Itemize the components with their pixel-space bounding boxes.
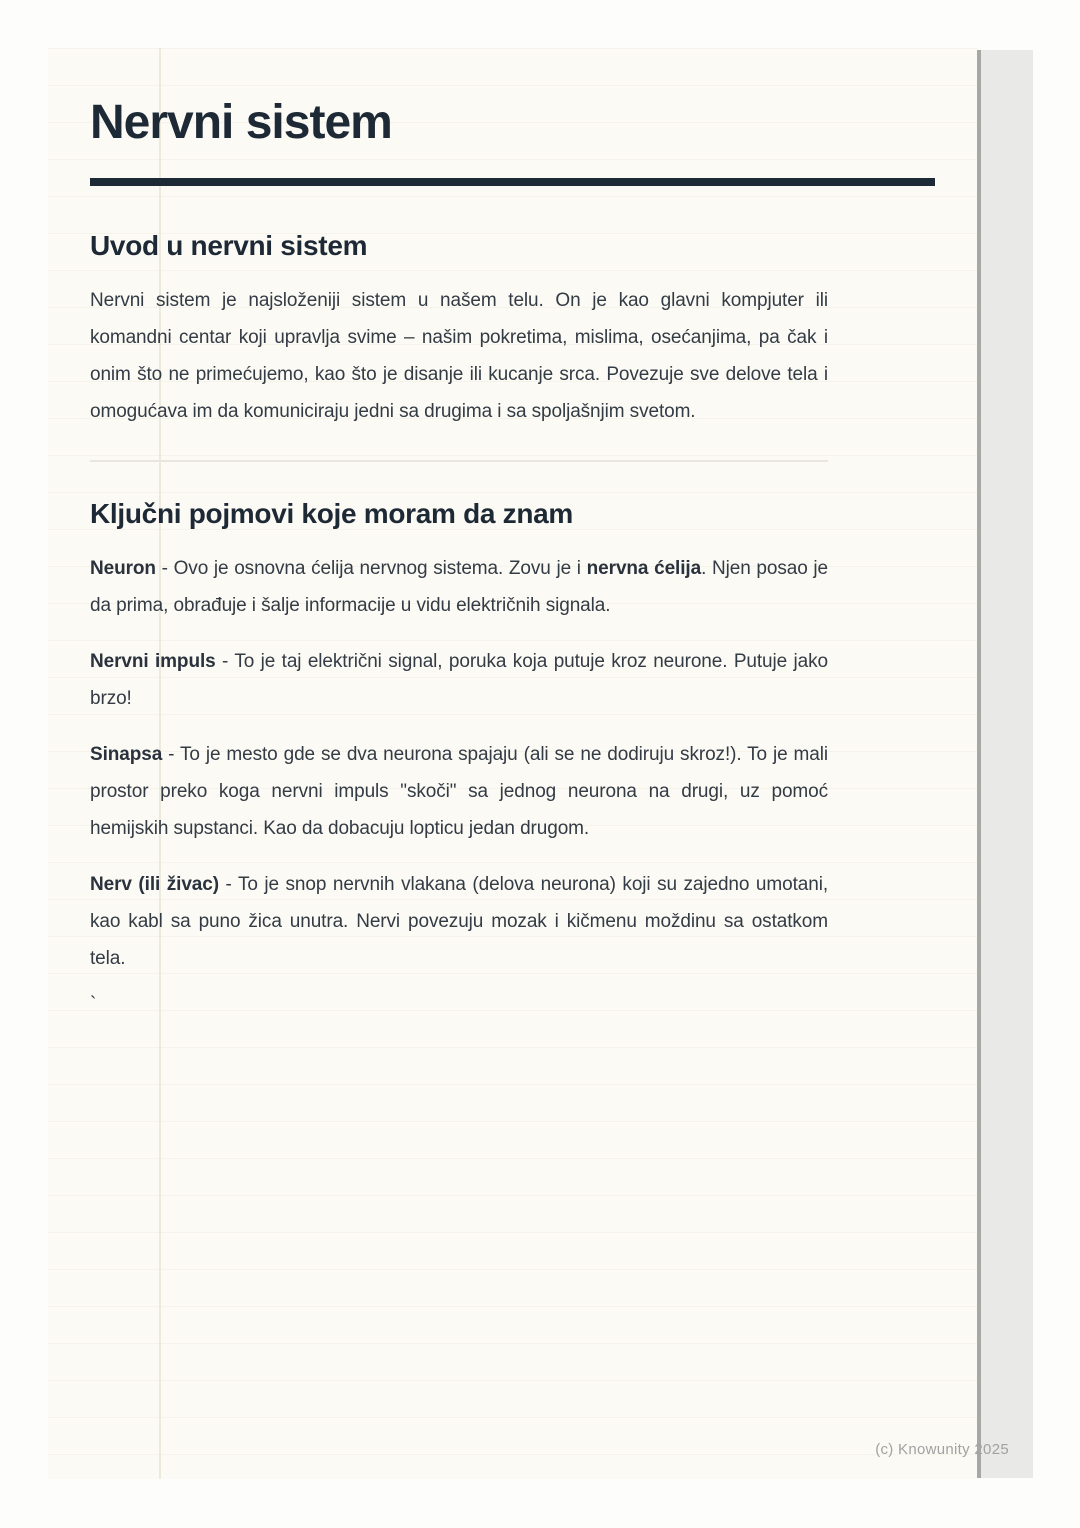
section-heading-kljucni-pojmovi: Ključni pojmovi koje moram da znam bbox=[90, 498, 574, 529]
text-run: Nervni impuls bbox=[90, 651, 216, 672]
page-title: Nervni sistem bbox=[90, 96, 392, 149]
stray-backtick: ` bbox=[90, 994, 97, 1015]
document-page bbox=[48, 48, 978, 1479]
section-uvod-paragraphs bbox=[90, 282, 828, 430]
section-heading-uvod: Uvod u nervni sistem bbox=[90, 230, 368, 261]
text-run: - To je taj električni signal, poruka koja putuje kroz neurone. Putuje jako brzo! bbox=[90, 651, 828, 709]
text-run: - Ovo je osnovna ćelija nervnog sistema. Zovu je i bbox=[155, 558, 587, 579]
copyright-watermark: (c) Knowunity 2025 bbox=[875, 1441, 1009, 1458]
text-run: Sinapsa bbox=[90, 744, 163, 765]
page-content bbox=[90, 48, 828, 1023]
paragraph bbox=[90, 282, 828, 430]
paragraph bbox=[90, 866, 828, 977]
text-run: . Njen posao je da prima, obrađuje i šalje informacije u vidu električnih signala. bbox=[90, 558, 828, 616]
text-run: Nerv (ili živac) bbox=[90, 874, 219, 895]
text-run: nervna ćelija bbox=[586, 558, 702, 579]
section-divider bbox=[90, 460, 828, 462]
text-run: Nervni sistem je najsloženiji sistem u našem telu. On je kao glavni kompjuter ili komandni centar koji upravlja svime – našim pokretima, mislima, osećanjima, pa čak i onim što ne primećujemo, kao što je disanje ili kucanje srca. Povezuje sve delove tela i omogućava im da komuniciraju jedni sa drugima i sa spoljašnjim svetom. bbox=[90, 290, 828, 422]
paragraph bbox=[90, 736, 828, 847]
text-run: Neuron bbox=[90, 558, 156, 579]
scrollbar-track[interactable] bbox=[977, 50, 1033, 1478]
paragraph bbox=[90, 550, 828, 624]
text-run: - To je snop nervnih vlakana (delova neurona) koji su zajedno umotani, kao kabl sa puno žica unutra. Nervi povezuju mozak i kičmenu moždinu sa ostatkom tela. bbox=[90, 874, 829, 969]
section-kljucni-pojmovi-paragraphs bbox=[90, 550, 828, 977]
text-run: - To je mesto gde se dva neurona spajaju (ali se ne dodiruju skroz!). To je mali prostor preko koga nervni impuls "skoči" sa jednog neurona na drugi, uz pomoć hemijskih supstanci. Kao da dobacuju lopticu jedan drugom. bbox=[90, 744, 828, 839]
paragraph bbox=[90, 643, 828, 717]
